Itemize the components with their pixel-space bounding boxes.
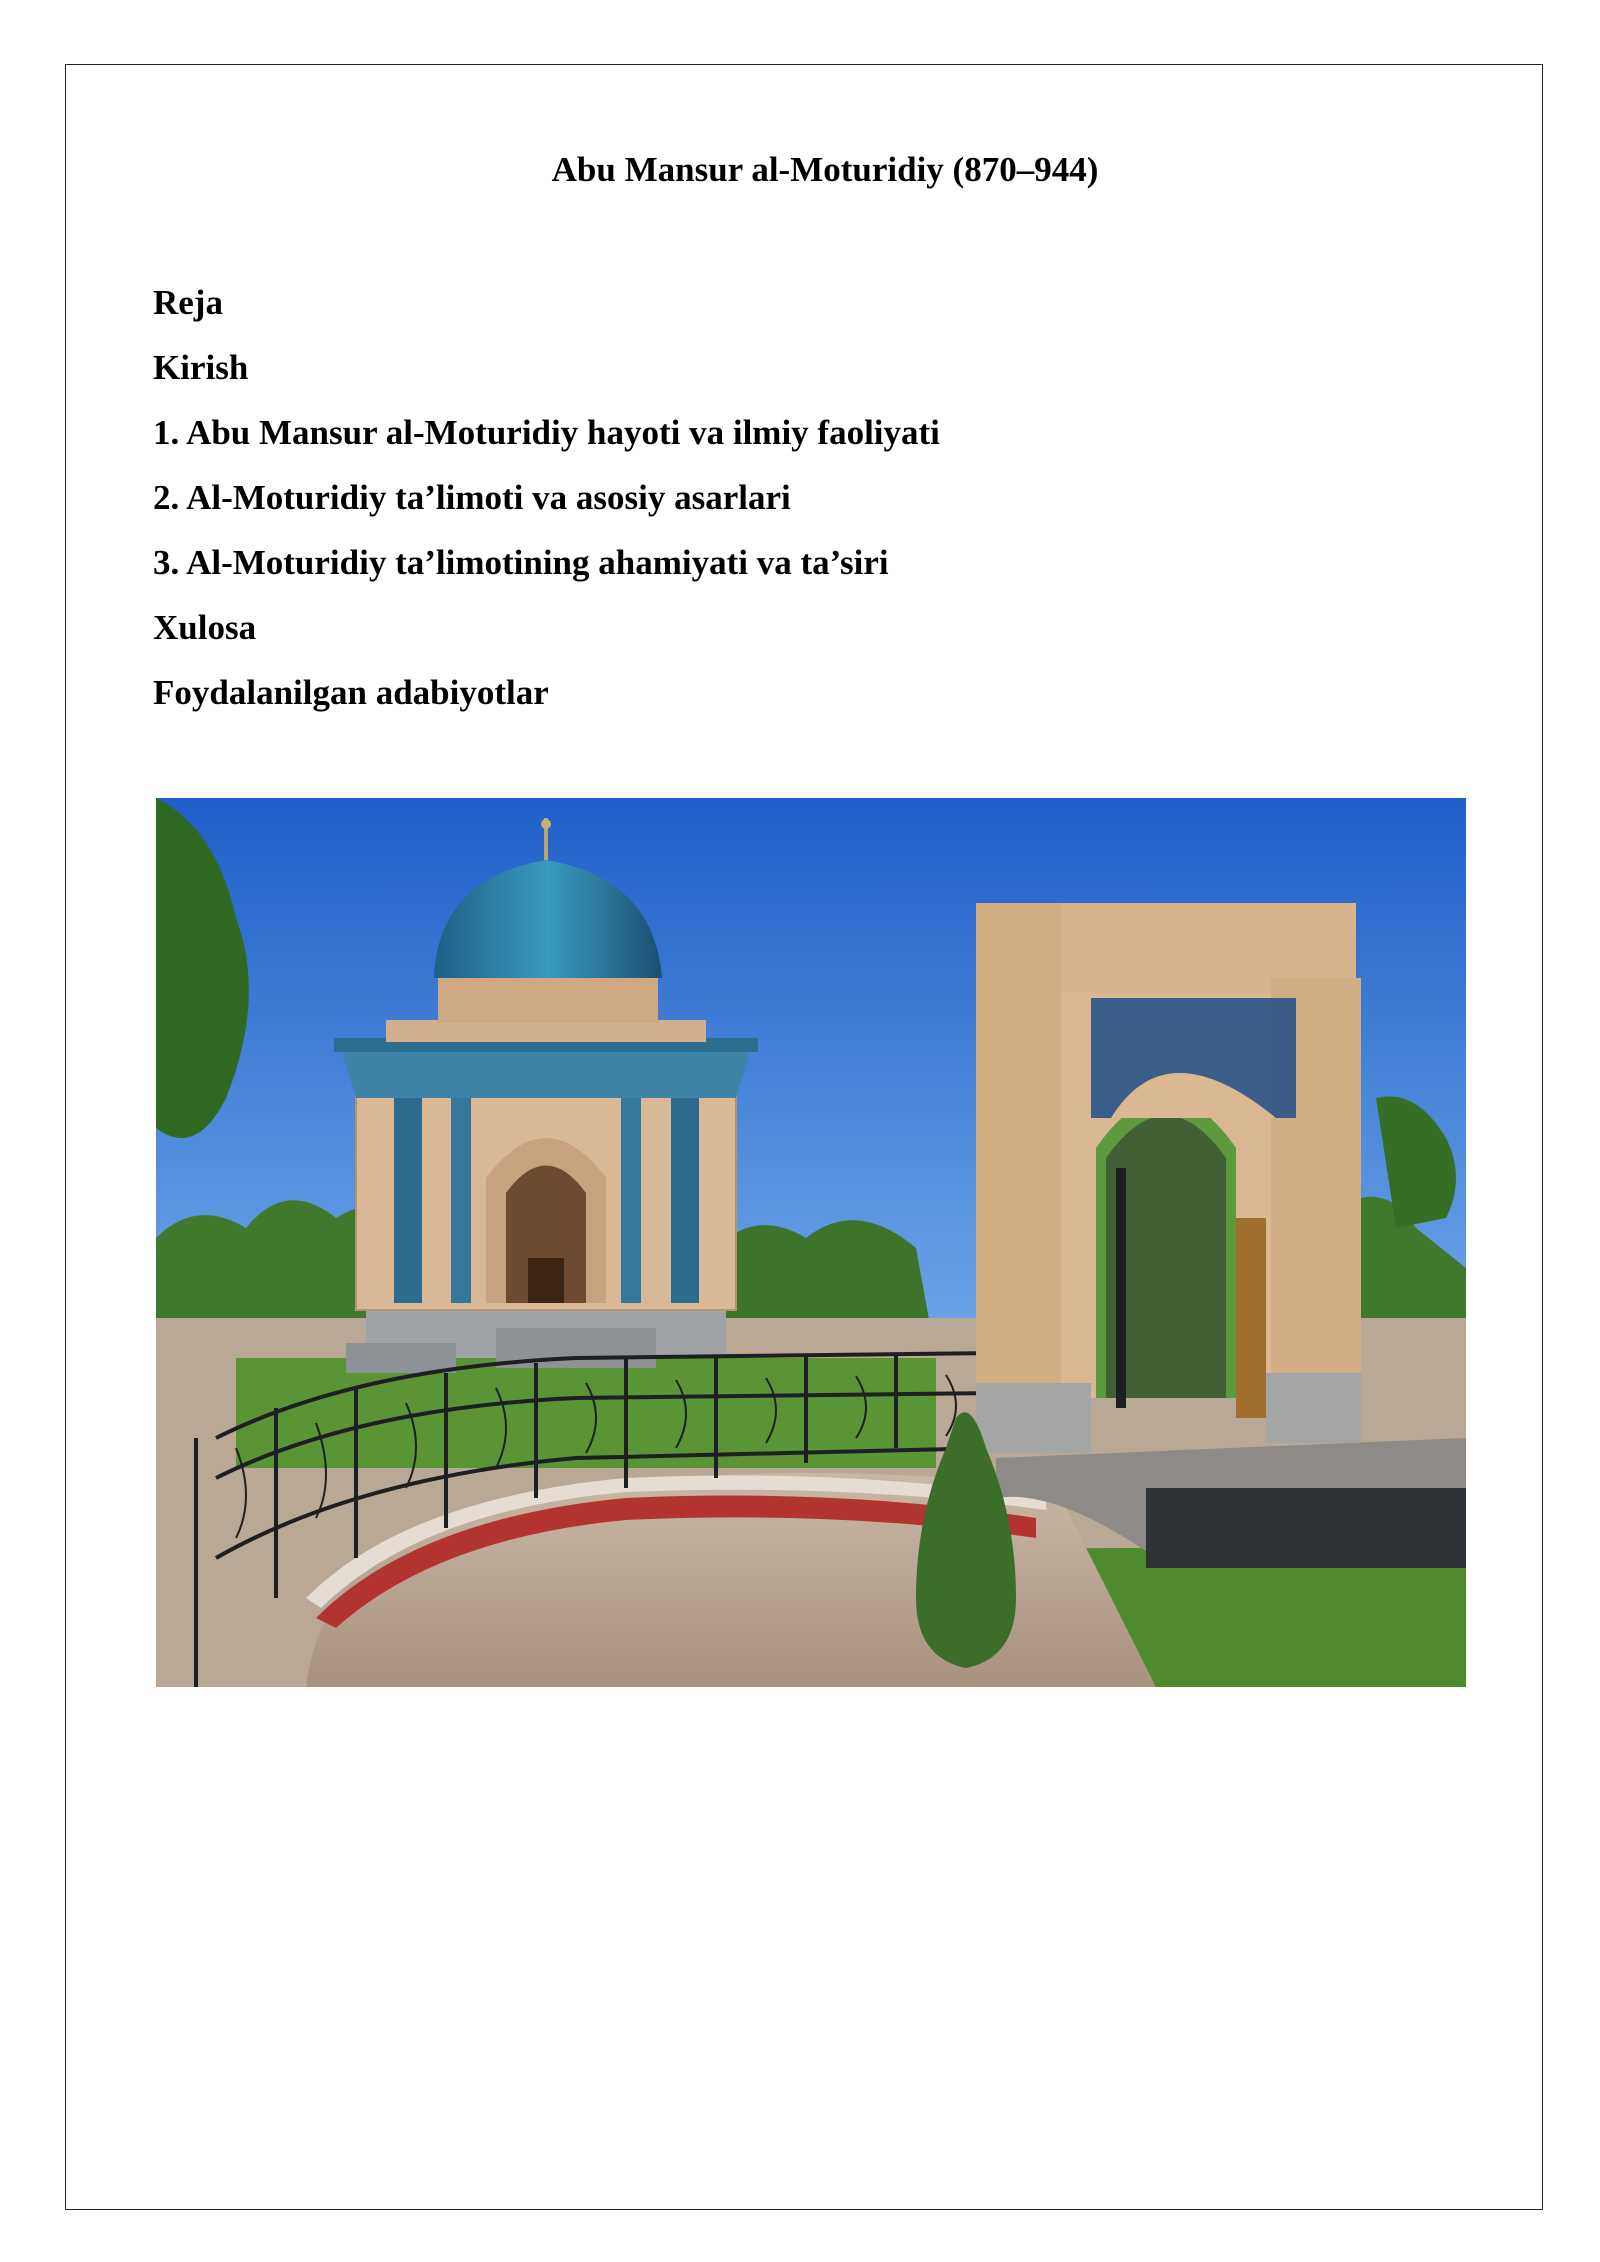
plan-heading: Reja [153,283,223,322]
document-title: Abu Mansur al-Moturidiy (870–944) [551,150,1099,189]
mausoleum-photo [156,798,1466,1687]
mausoleum-illustration [156,798,1466,1687]
plan-item-intro: Kirish [153,348,249,387]
plan-item-references: Foydalanilgan adabiyotlar [153,673,549,712]
plan-list [153,283,940,738]
plan-item-3: 3. Al-Moturidiy ta’limotining ahamiyati va ta’siri [153,543,889,582]
plan-item-conclusion: Xulosa [153,608,257,647]
plan-item-1: 1. Abu Mansur al-Moturidiy hayoti va ilmiy faoliyati [153,413,940,452]
plan-item-2: 2. Al-Moturidiy ta’limoti va asosiy asarlari [153,478,791,517]
